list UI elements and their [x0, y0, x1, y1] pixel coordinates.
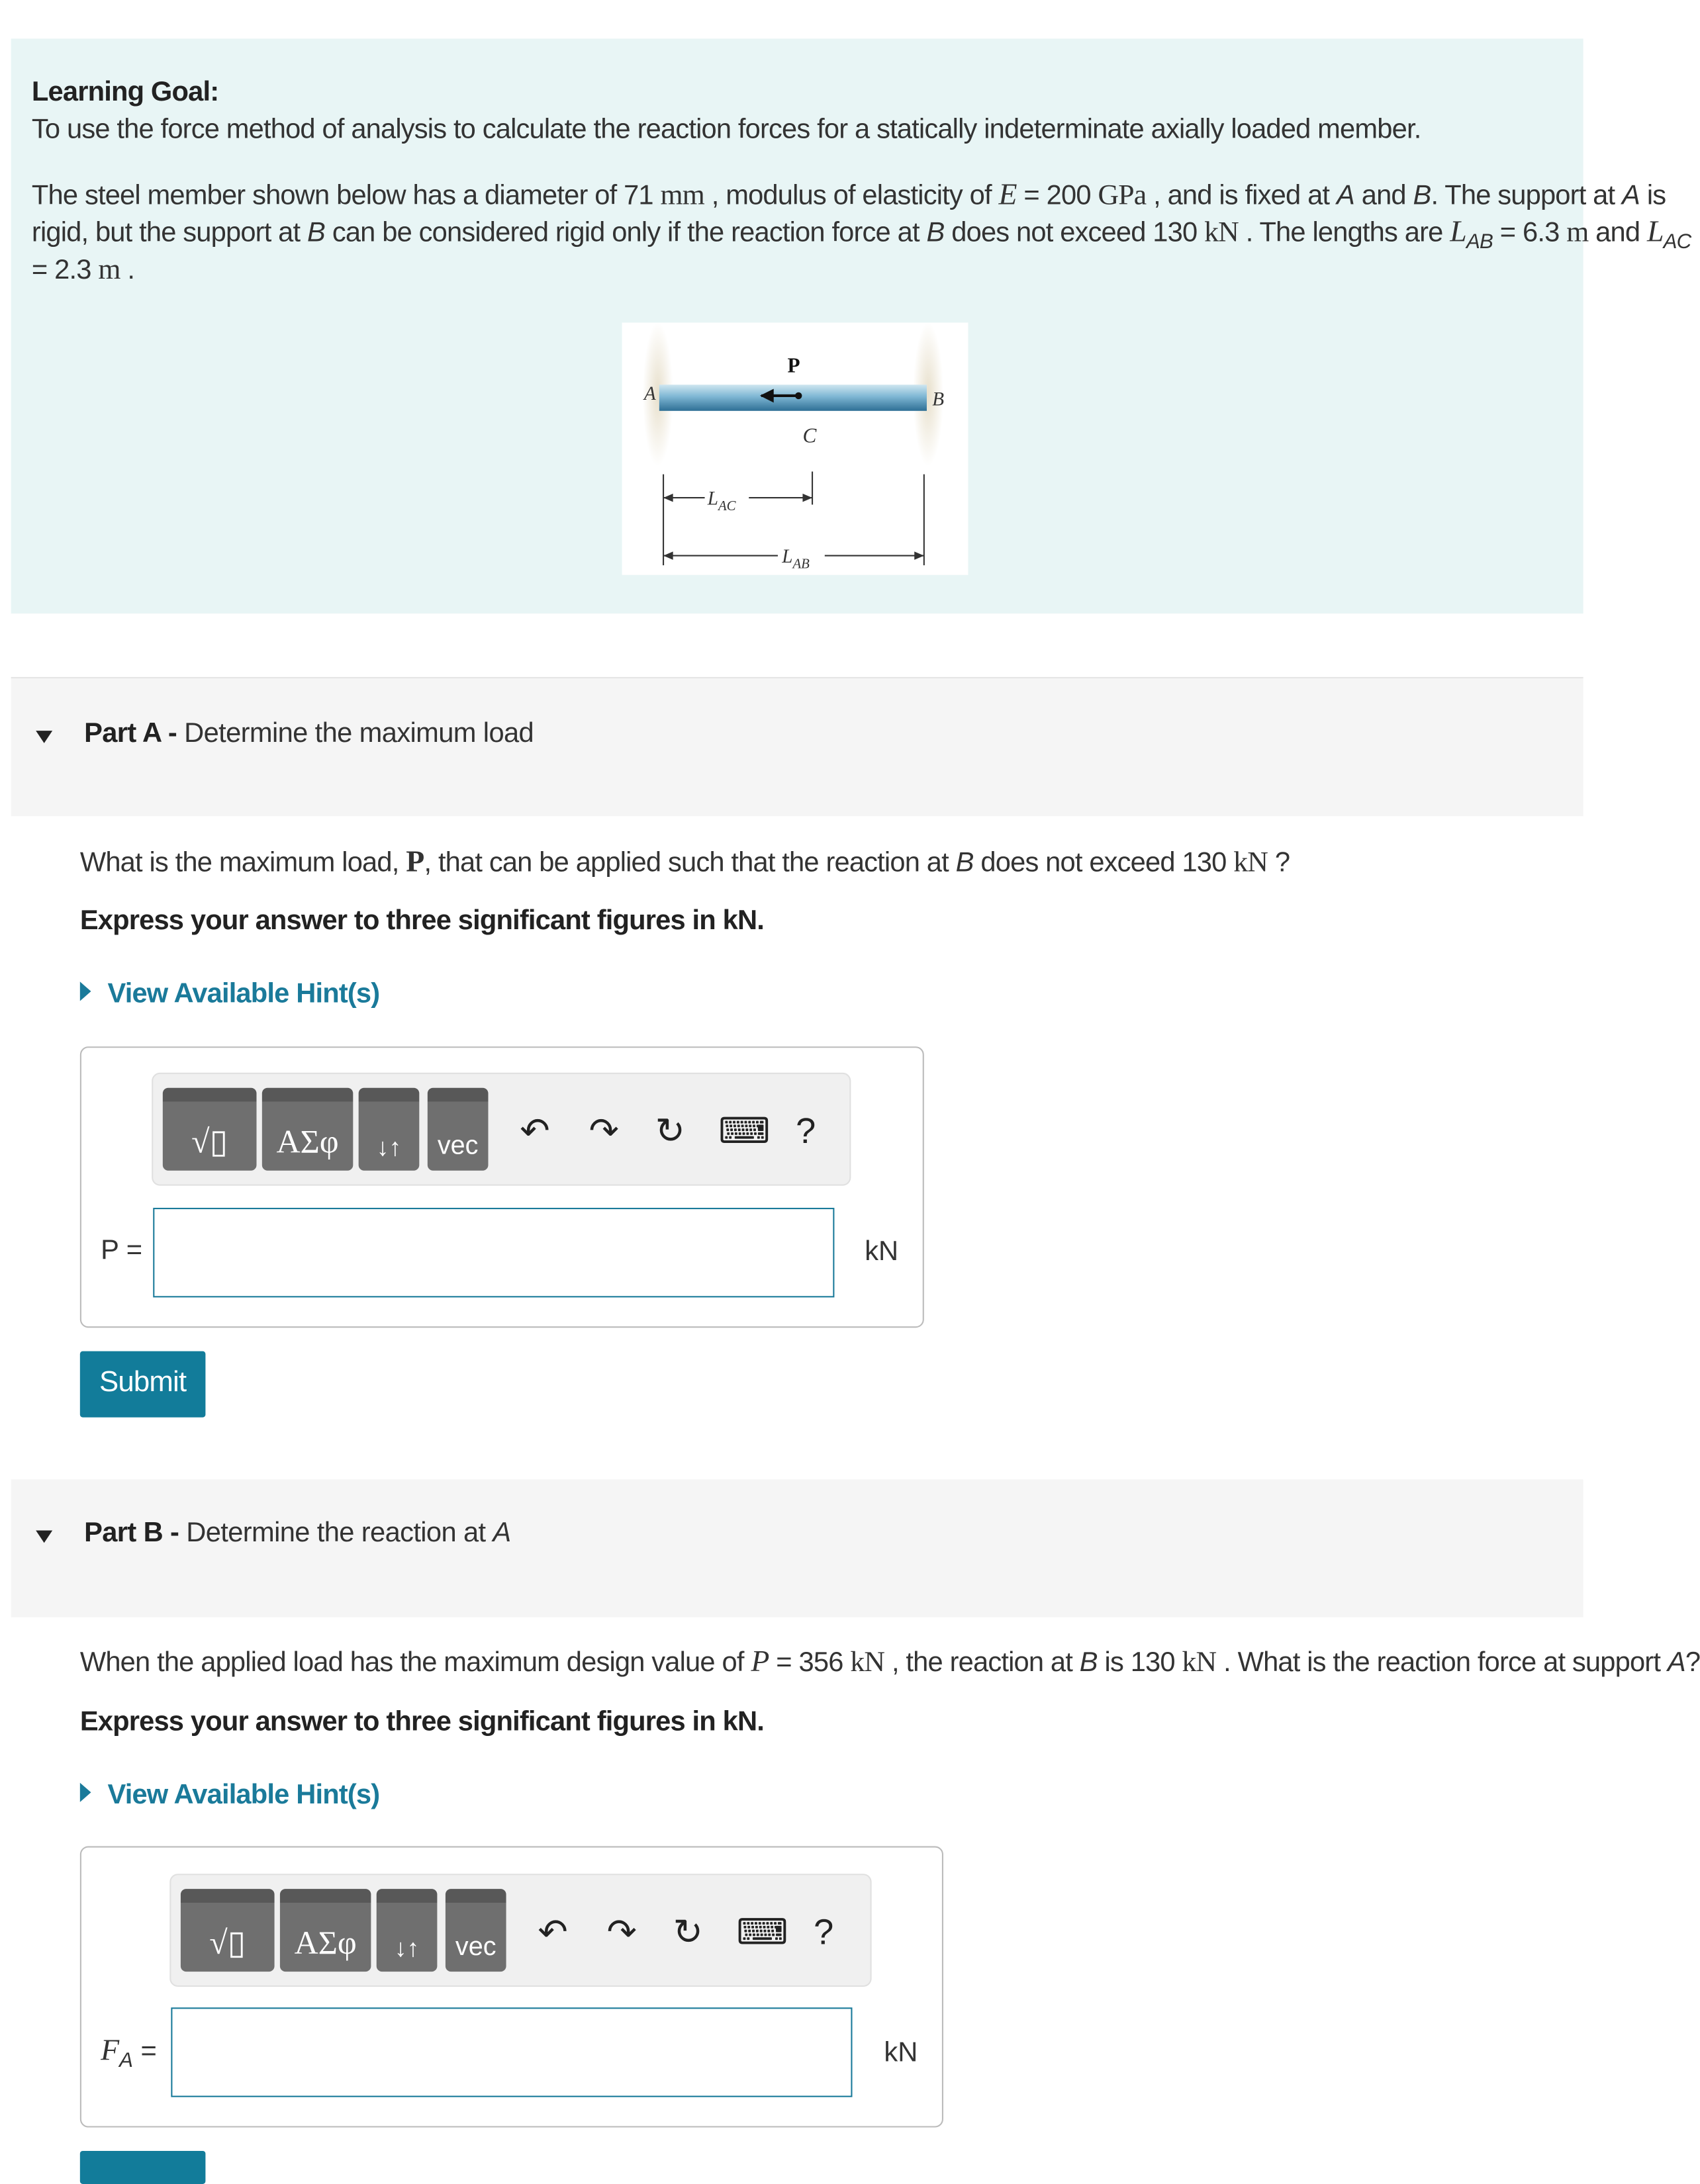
part-b-title: Part B - Determine the reaction at A: [84, 1518, 511, 1549]
answer-unit: kN: [865, 1236, 899, 1267]
reset-icon[interactable]: ↻: [655, 1110, 685, 1152]
arrows-icon: ↓↑: [376, 1133, 402, 1161]
part-b-hint-link[interactable]: View Available Hint(s): [80, 1780, 379, 1812]
label-p: P: [787, 353, 800, 377]
label-b: B: [932, 388, 945, 410]
undo-icon[interactable]: ↶: [520, 1110, 550, 1152]
part-a-header[interactable]: [11, 677, 1583, 816]
greek-button[interactable]: ΑΣφ: [262, 1088, 353, 1171]
problem-line-3: = 2.3 m .: [31, 252, 135, 286]
beam-diagram: [622, 322, 968, 574]
answer-unit: kN: [884, 2038, 918, 2068]
answer-input[interactable]: [171, 2007, 852, 2097]
learning-goal-text: To use the force method of analysis to calculate the reaction forces for a statically indeterminate axially loaded member.: [31, 114, 1421, 145]
collapse-caret-icon[interactable]: [36, 1530, 52, 1543]
label-lab: $L_{AB}$: [782, 545, 810, 572]
keyboard-icon[interactable]: ⌨: [736, 1911, 788, 1952]
answer-variable-label: P =: [101, 1235, 143, 1266]
templates-button[interactable]: [163, 1088, 257, 1171]
problem-line-1: The steel member shown below has a diameter of 71 mm , modulus of elasticity of E = 200 GPa , and is fixed at A and B. The support at A is: [31, 176, 1666, 211]
arrows-button[interactable]: [359, 1088, 420, 1171]
answer-variable-label: $F_A$ =: [101, 2032, 157, 2073]
undo-icon[interactable]: ↶: [538, 1911, 568, 1952]
vector-button[interactable]: vec: [446, 1889, 506, 1972]
collapse-caret-icon[interactable]: [36, 731, 52, 743]
part-a-hint-link[interactable]: View Available Hint(s): [80, 979, 379, 1011]
math-toolbar: [152, 1073, 851, 1186]
vector-button[interactable]: vec: [428, 1088, 489, 1171]
arrows-icon: ↓↑: [394, 1934, 420, 1962]
redo-icon[interactable]: ↷: [606, 1911, 638, 1952]
part-b-answer-box: [80, 1846, 943, 2128]
part-a-answer-box: [80, 1046, 924, 1328]
help-icon[interactable]: ?: [796, 1110, 816, 1152]
label-a: A: [643, 383, 656, 405]
part-a-question: What is the maximum load, P, that can be applied such that the reaction at B does not exceed 130 kN ?: [79, 843, 1290, 879]
submit-button-partial[interactable]: [80, 2151, 206, 2184]
answer-input[interactable]: [153, 1208, 834, 1297]
part-b-question: When the applied load has the maximum design value of P = 356 kN , the reaction at B is 130 kN . What is the reaction force at support A?: [79, 1643, 1700, 1678]
point-c-dot: [795, 392, 802, 399]
reset-icon[interactable]: ↻: [673, 1911, 704, 1952]
expand-triangle-icon: [80, 1783, 91, 1802]
keyboard-icon[interactable]: ⌨: [718, 1110, 771, 1152]
help-icon[interactable]: ?: [814, 1911, 834, 1952]
label-c: C: [802, 424, 817, 447]
problem-line-2: rigid, but the support at B can be considered rigid only if the reaction force at B does not exceed 130 kN . The lengths are $L_{AB} = 6.3$ m and $L_{AC}$: [31, 213, 1691, 254]
radical-icon: √▯: [191, 1124, 228, 1161]
learning-goal-title: Learning Goal:: [31, 77, 219, 108]
steel-member: [659, 385, 927, 411]
expand-triangle-icon: [80, 981, 91, 1001]
radical-icon: √▯: [209, 1926, 246, 1962]
beam-figure: [622, 322, 968, 574]
part-b-instructions: Express your answer to three significant figures in kN.: [79, 1707, 764, 1737]
part-a-instructions: Express your answer to three significant figures in kN.: [79, 905, 764, 936]
math-toolbar: [169, 1874, 871, 1987]
templates-button[interactable]: [181, 1889, 275, 1972]
label-lac: $L_{AC}$: [707, 488, 736, 514]
submit-button[interactable]: Submit: [80, 1351, 206, 1418]
redo-icon[interactable]: ↷: [589, 1110, 619, 1152]
greek-button[interactable]: ΑΣφ: [280, 1889, 371, 1972]
part-b-header[interactable]: [11, 1479, 1583, 1617]
arrows-button[interactable]: [377, 1889, 438, 1972]
part-a-title: Part A - Determine the maximum load: [84, 718, 534, 749]
